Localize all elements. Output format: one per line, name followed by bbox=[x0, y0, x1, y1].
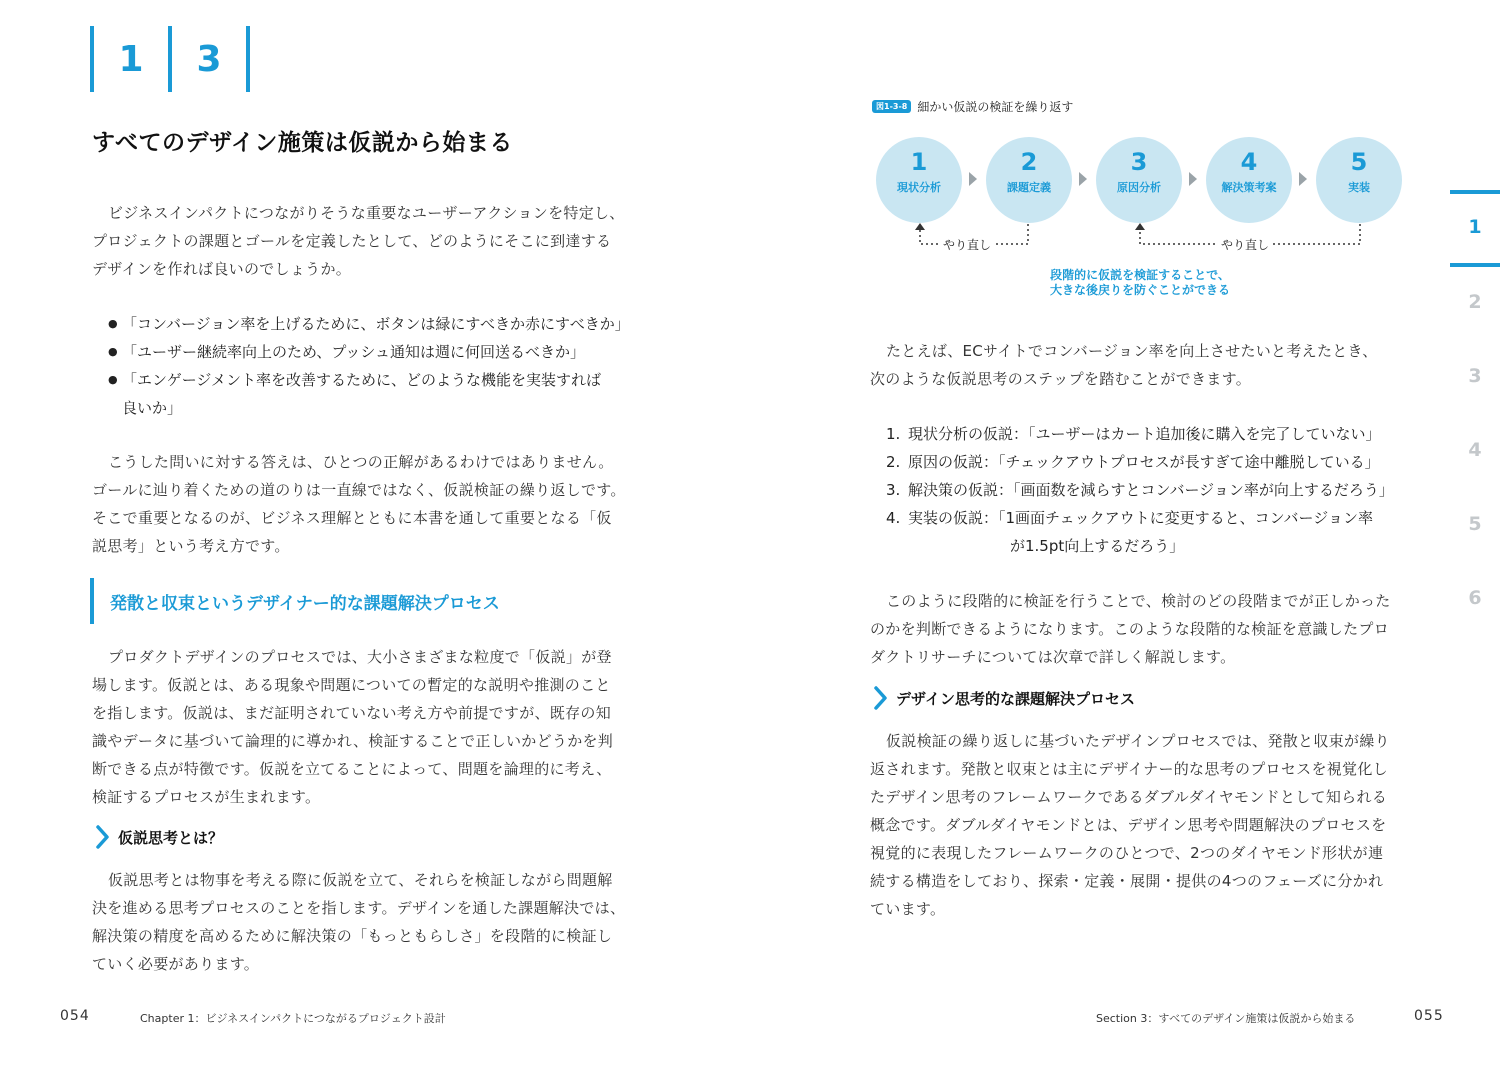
body-paragraph bbox=[92, 866, 637, 978]
list-item: ● 「エンゲージメント率を改善するために、どのような機能を実装すれば 良いか」 bbox=[108, 366, 648, 422]
chapter-tab[interactable]: 4 bbox=[1468, 439, 1482, 461]
process-diagram bbox=[876, 137, 1406, 223]
section-number bbox=[90, 26, 250, 92]
section-divider bbox=[246, 26, 250, 92]
text-line: 解決策の精度を高めるために解決策の「もっともらしさ」を段階的に検証し bbox=[92, 927, 613, 945]
page-title: すべてのデザイン施策は仮説から始まる bbox=[92, 130, 513, 156]
chevron-right-icon bbox=[94, 824, 112, 850]
question-list bbox=[108, 310, 648, 422]
figure-caption bbox=[872, 98, 1073, 115]
list-item: 4. 実装の仮説：「1画面チェックアウトに変更すると、コンバージョン率 bbox=[886, 509, 1373, 527]
list-item: 1. 現状分析の仮説：「ユーザーはカート追加後に購入を完了していない」 bbox=[886, 425, 1381, 443]
text-line: ています。 bbox=[870, 900, 946, 918]
text-line: 概念です。ダブルダイヤモンドとは、デザイン思考や問題解決のプロセスを bbox=[870, 816, 1387, 834]
text-line: 返されます。発散と収束とは主にデザイナー的な思考のプロセスを視覚化し bbox=[870, 760, 1388, 778]
redo-label: やり直し bbox=[1218, 236, 1272, 253]
text-line: ダクトリサーチについては次章で詳しく解説します。 bbox=[870, 648, 1236, 666]
text-line: 次のような仮説思考のステップを踏むことができます。 bbox=[870, 370, 1252, 388]
chapter-tab[interactable]: 6 bbox=[1468, 587, 1482, 609]
page-number: 054 bbox=[60, 1008, 90, 1024]
subheading-text: デザイン思考的な課題解決プロセス bbox=[896, 689, 1135, 708]
step-label: 解決策考案 bbox=[1221, 181, 1277, 194]
subheading bbox=[872, 685, 1135, 711]
text-line: 検証するプロセスが生まれます。 bbox=[92, 788, 321, 806]
text-line: たとえば、ECサイトでコンバージョン率を向上させたいと考えたとき、 bbox=[886, 342, 1378, 360]
section-digit: 1 bbox=[118, 38, 144, 80]
chapter-tab[interactable]: 1 bbox=[1468, 216, 1482, 238]
chapter-tab[interactable]: 2 bbox=[1468, 291, 1482, 313]
step-number: 3 bbox=[1130, 148, 1148, 176]
body-paragraph bbox=[92, 643, 637, 811]
figure-note-line: 大きな後戻りを防ぐことができる bbox=[1049, 283, 1230, 297]
figure-tag: 図1-3-8 bbox=[872, 100, 911, 113]
list-item: 3. 解決策の仮説：「画面数を減らすとコンバージョン率が向上するだろう」 bbox=[886, 481, 1394, 499]
step-label: 現状分析 bbox=[897, 181, 941, 194]
text-line: こうした問いに対する答えは、ひとつの正解があるわけではありません。 bbox=[108, 453, 614, 471]
figure-note bbox=[1010, 268, 1270, 298]
hypothesis-list bbox=[886, 420, 1426, 560]
section-digit: 3 bbox=[196, 38, 222, 80]
text-line: たデザイン思考のフレームワークであるダブルダイヤモンドとして知られる bbox=[870, 788, 1388, 806]
body-paragraph bbox=[870, 587, 1415, 671]
text-line: 視覚的に表現したフレームワークのひとつで、2つのダイヤモンド形状が連 bbox=[870, 844, 1384, 862]
arrow-right-icon bbox=[1079, 172, 1087, 186]
section-heading: 発散と収束というデザイナー的な課題解決プロセス bbox=[90, 578, 500, 624]
text-line: プロジェクトの課題とゴールを定義したとして、どのようにそこに到達する bbox=[92, 232, 612, 250]
text-line: 決を進める思考プロセスのことを指します。デザインを通した課題解決では、 bbox=[92, 899, 626, 917]
list-item: 2. 原因の仮説：「チェックアウトプロセスが長すぎて途中離脱している」 bbox=[886, 453, 1380, 471]
text-line: 識やデータに基づいて論理的に導かれ、検証することで正しいかどうかを判 bbox=[92, 732, 614, 750]
running-footer: Section 3：すべてのデザイン施策は仮説から始まる bbox=[1096, 1012, 1356, 1025]
arrow-right-icon bbox=[1189, 172, 1197, 186]
text-line: のかを判断できるようになります。このような段階的な検証を意識したプロ bbox=[870, 620, 1390, 638]
step-circle bbox=[1316, 137, 1402, 223]
step-number: 4 bbox=[1240, 148, 1258, 176]
subheading-text: 仮説思考とは？ bbox=[118, 828, 224, 847]
text-line: そこで重要となるのが、ビジネス理解とともに本書を通して重要となる「仮 bbox=[92, 509, 612, 527]
subheading bbox=[94, 824, 223, 850]
body-paragraph bbox=[92, 448, 637, 560]
step-label: 実装 bbox=[1348, 181, 1370, 194]
step-circle bbox=[1096, 137, 1182, 223]
page-number: 055 bbox=[1414, 1008, 1444, 1024]
step-number: 2 bbox=[1020, 148, 1038, 176]
figure-caption-text: 細かい仮説の検証を繰り返す bbox=[917, 100, 1074, 114]
text-line: 場します。仮説とは、ある現象や問題についての暫定的な説明や推測のこと bbox=[92, 676, 611, 694]
tab-rule bbox=[1450, 190, 1500, 194]
arrow-right-icon bbox=[969, 172, 977, 186]
running-footer: Chapter 1：ビジネスインパクトにつながるプロジェクト設計 bbox=[140, 1012, 446, 1025]
text-line: 断できる点が特徴です。仮説を立てることによって、問題を論理的に考え、 bbox=[92, 760, 612, 778]
text-line: 仮説思考とは物事を考える際に仮説を立て、それらを検証しながら問題解 bbox=[108, 871, 613, 889]
intro-paragraph bbox=[92, 199, 637, 283]
step-circle bbox=[1206, 137, 1292, 223]
text-line: このように段階的に検証を行うことで、検討のどの段階までが正しかった bbox=[886, 592, 1391, 610]
list-item: ● 「ユーザー継続率向上のため、プッシュ通知は週に何回送るべきか」 bbox=[108, 338, 648, 366]
tab-rule bbox=[1450, 263, 1500, 267]
step-circle bbox=[986, 137, 1072, 223]
text-line: 仮説検証の繰り返しに基づいたデザインプロセスでは、発散と収束が繰り bbox=[886, 732, 1390, 750]
arrow-right-icon bbox=[1299, 172, 1307, 186]
text-line: を指します。仮説は、まだ証明されていない考え方や前提ですが、既存の知 bbox=[92, 704, 612, 722]
list-item-continuation: が1.5pt向上するだろう」 bbox=[1010, 537, 1185, 555]
text-line: プロダクトデザインのプロセスでは、大小さまざまな粒度で「仮説」が登 bbox=[108, 648, 612, 666]
text-line: ていく必要があります。 bbox=[92, 955, 260, 973]
body-paragraph bbox=[870, 337, 1415, 393]
text-line: 説思考」という考え方です。 bbox=[92, 537, 290, 555]
body-paragraph bbox=[870, 727, 1415, 923]
chevron-right-icon bbox=[872, 685, 890, 711]
text-line: デザインを作れば良いのでしょうか。 bbox=[92, 260, 352, 278]
redo-label: やり直し bbox=[940, 236, 994, 253]
figure-note-line: 段階的に仮説を検証することで、 bbox=[1050, 268, 1230, 282]
step-label: 原因分析 bbox=[1117, 181, 1161, 194]
text-line: ビジネスインパクトにつながりそうな重要なユーザーアクションを特定し、 bbox=[108, 204, 625, 222]
chapter-tab[interactable]: 3 bbox=[1468, 365, 1482, 387]
right-page bbox=[750, 0, 1500, 1065]
chapter-tab[interactable]: 5 bbox=[1468, 513, 1482, 535]
text-line: ゴールに辿り着くための道のりは一直線ではなく、仮説検証の繰り返しです。 bbox=[92, 481, 626, 499]
step-circle bbox=[876, 137, 962, 223]
step-number: 5 bbox=[1350, 148, 1368, 176]
text-line: 続する構造をしており、探索・定義・展開・提供の4つのフェーズに分かれ bbox=[870, 872, 1384, 890]
step-label: 課題定義 bbox=[1007, 181, 1051, 194]
list-item: ● 「コンバージョン率を上げるために、ボタンは緑にすべきか赤にすべきか」 bbox=[108, 310, 648, 338]
step-number: 1 bbox=[910, 148, 928, 176]
